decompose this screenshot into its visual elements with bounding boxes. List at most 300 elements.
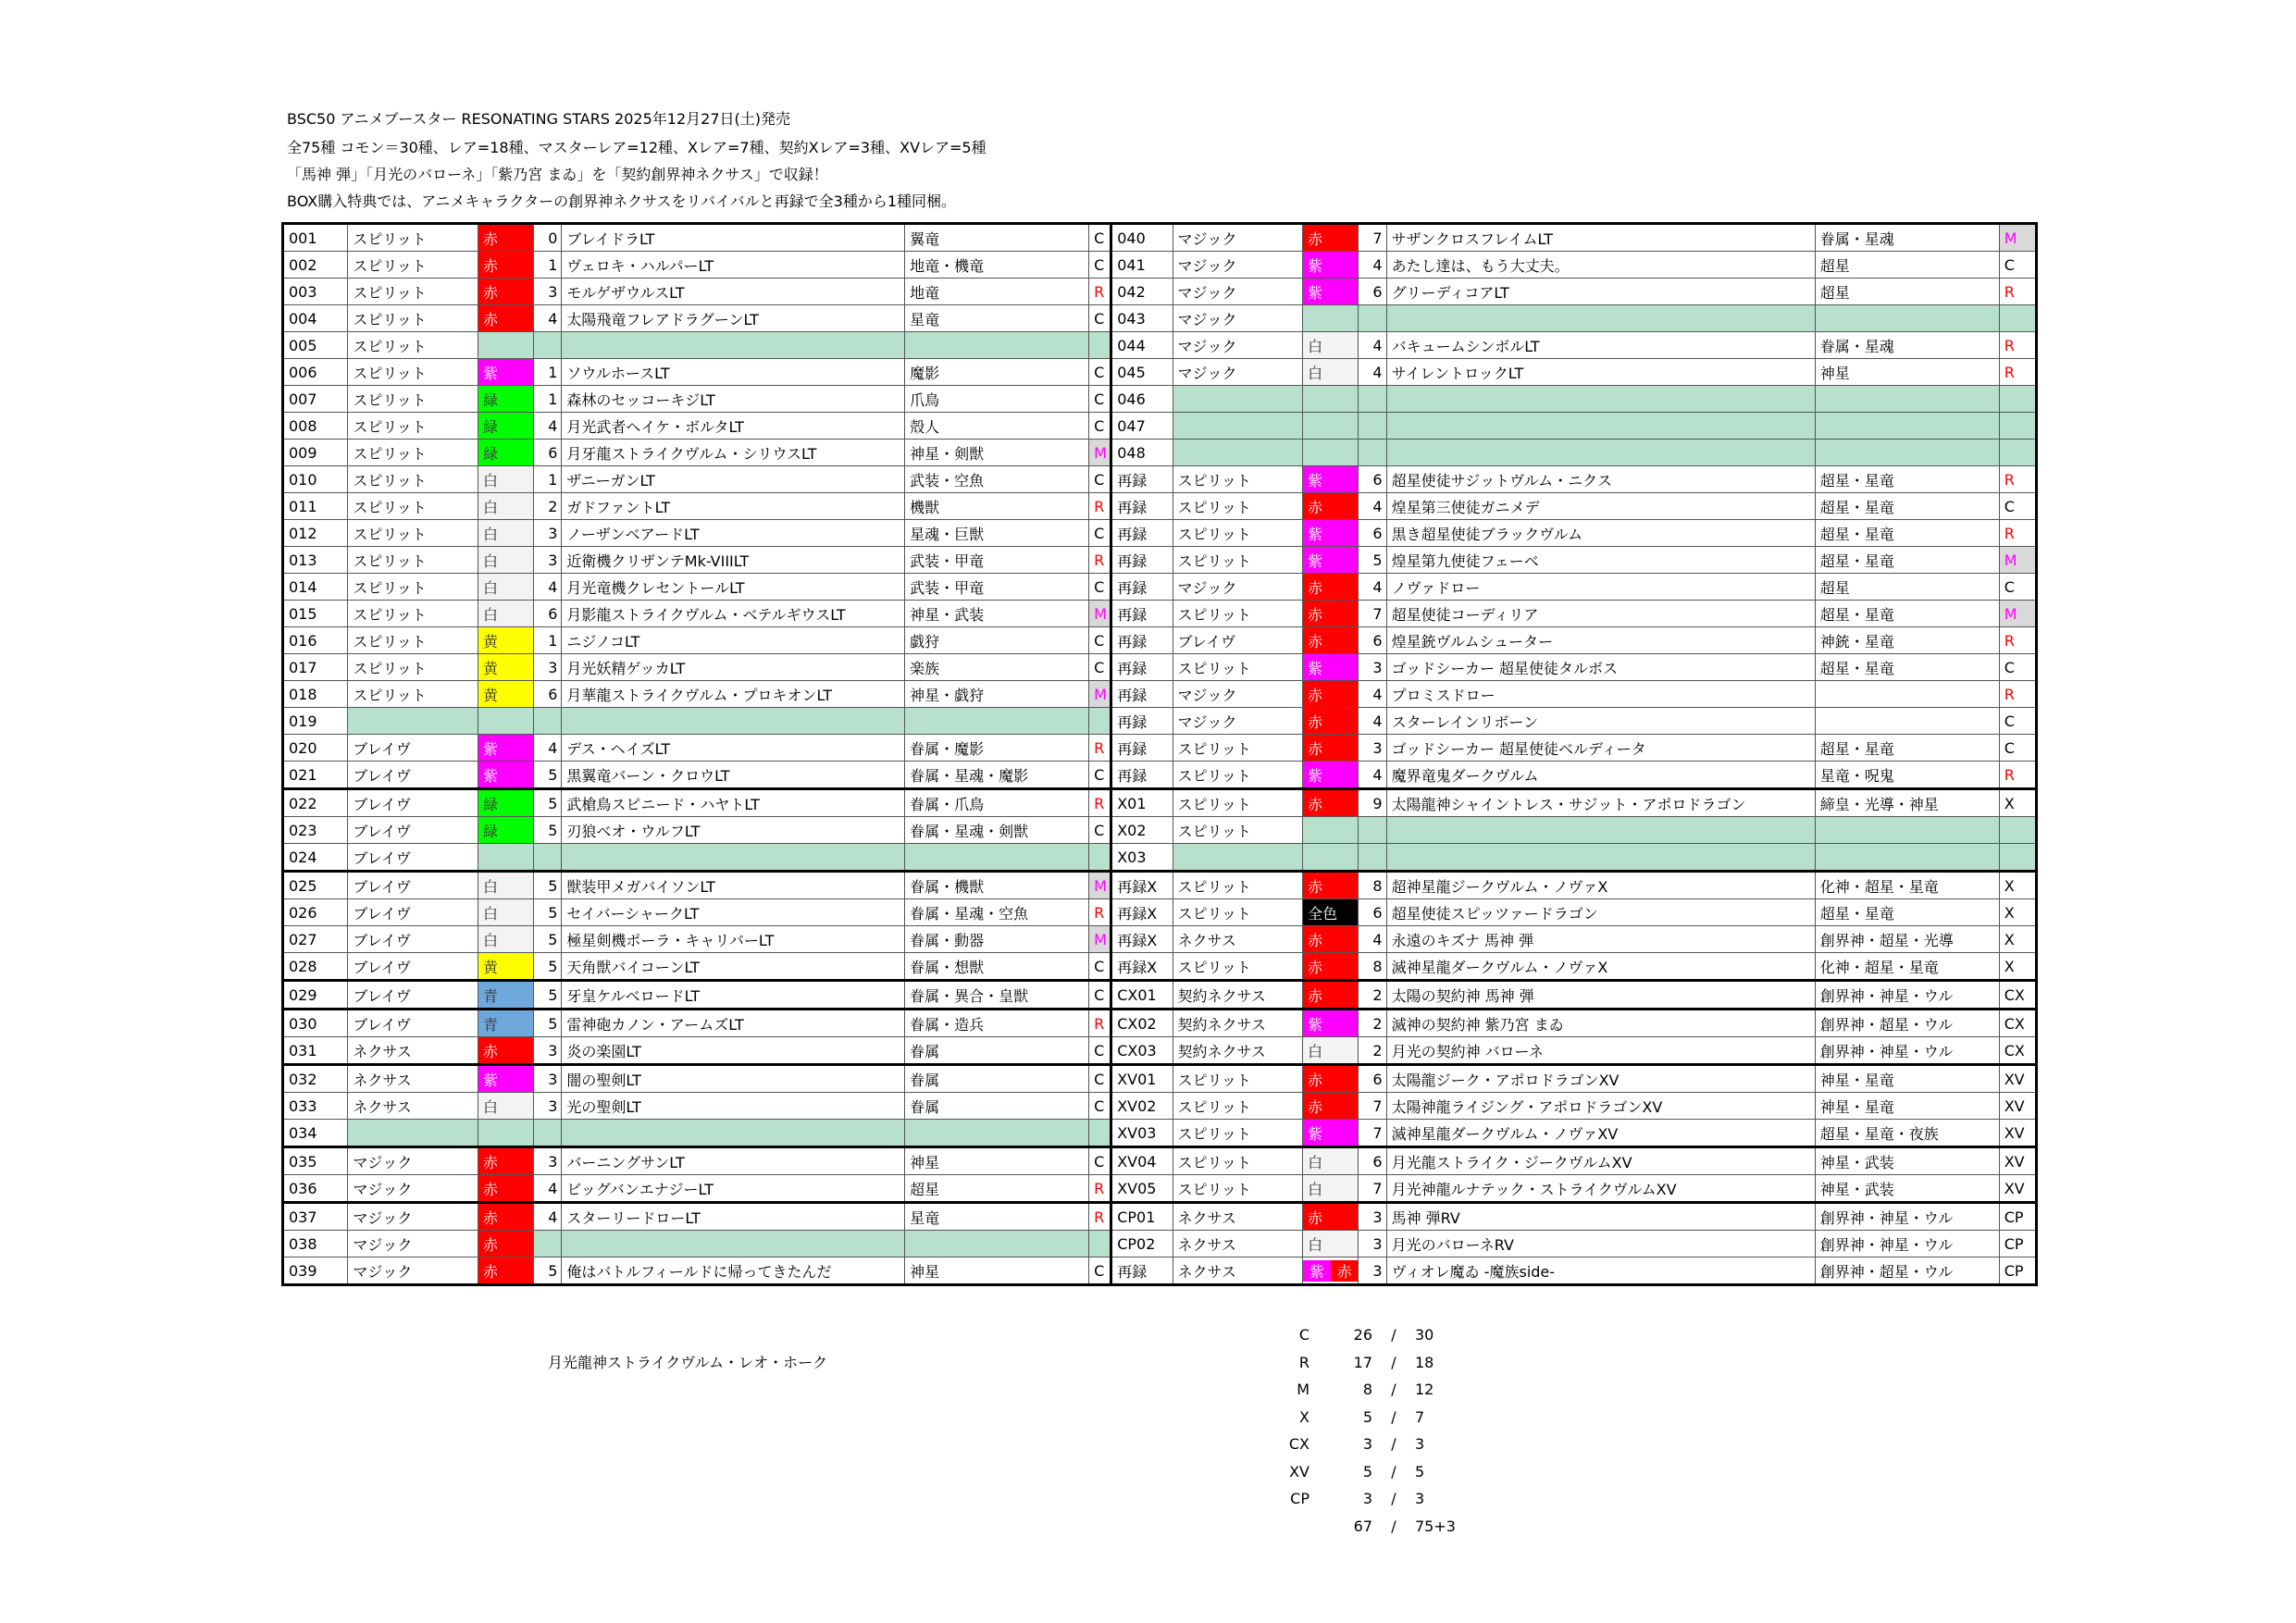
left-card-type: ネクサス — [348, 1065, 478, 1093]
left-card-type: スピリット — [348, 413, 478, 440]
right-card-type: スピリット — [1173, 654, 1303, 681]
right-card-cost: 5 — [1359, 547, 1386, 574]
left-card-family: 神星・戯狩 — [905, 681, 1089, 708]
left-card-name: ヴェロキ・ハルパーLT — [562, 252, 905, 279]
summary-v2: 30 — [1415, 1326, 1434, 1344]
left-card-number: 010 — [283, 466, 348, 493]
right-card-number: 再録X — [1111, 926, 1173, 953]
right-card-number: 046 — [1111, 386, 1173, 413]
left-card-color: 黄 — [478, 681, 533, 708]
right-card-color: 紫 — [1303, 762, 1359, 789]
left-card-number: 004 — [283, 305, 348, 332]
table-row — [283, 547, 2037, 574]
left-card-color: 赤 — [478, 279, 533, 305]
right-card-type: スピリット — [1173, 1120, 1303, 1147]
left-card-family: 眷属・星魂・剣獣 — [905, 817, 1089, 844]
right-card-rarity: R — [1999, 466, 2036, 493]
table-row — [283, 762, 2037, 789]
right-card-cost: 6 — [1359, 1147, 1386, 1175]
right-card-number: CX01 — [1111, 981, 1173, 1010]
right-card-color — [1303, 844, 1359, 872]
left-card-cost: 4 — [534, 1203, 562, 1231]
left-card-rarity — [1089, 1231, 1111, 1258]
left-card-name: 天角獣バイコーンLT — [562, 953, 905, 981]
right-card-number: X01 — [1111, 789, 1173, 817]
summary-v2: 75+3 — [1415, 1517, 1456, 1535]
right-card-cost: 3 — [1359, 735, 1386, 762]
left-card-color: 白 — [478, 872, 533, 899]
left-card-name: 闇の聖剣LT — [562, 1065, 905, 1093]
left-card-color: 白 — [478, 1093, 533, 1120]
left-card-cost: 3 — [534, 520, 562, 547]
summary-v1: 3 — [1362, 1435, 1372, 1454]
left-card-rarity: C — [1089, 1147, 1111, 1175]
right-card-number: XV03 — [1111, 1120, 1173, 1147]
left-card-number: 026 — [283, 899, 348, 926]
right-card-color: 紫 — [1303, 654, 1359, 681]
right-card-color: 全色 — [1303, 899, 1359, 926]
right-card-cost: 7 — [1359, 1120, 1386, 1147]
right-card-color: 紫 — [1303, 547, 1359, 574]
right-card-rarity — [1999, 413, 2036, 440]
left-card-cost: 5 — [534, 762, 562, 789]
right-card-color: 白 — [1303, 359, 1359, 386]
table-row — [283, 493, 2037, 520]
right-card-cost: 2 — [1359, 981, 1386, 1010]
right-card-name: 超神星龍ジークヴルム・ノヴァX — [1386, 872, 1815, 899]
right-card-number: 再録 — [1111, 654, 1173, 681]
right-card-family: 創界神・超星・ウル — [1815, 1258, 1999, 1285]
right-card-cost: 4 — [1359, 252, 1386, 279]
right-card-number: 再録X — [1111, 899, 1173, 926]
right-card-number: CP02 — [1111, 1231, 1173, 1258]
summary-lbl: CX — [1288, 1435, 1309, 1454]
summary-sl: / — [1391, 1353, 1396, 1371]
table-row — [283, 627, 2037, 654]
left-card-rarity: C — [1089, 305, 1111, 332]
left-card-type: スピリット — [348, 681, 478, 708]
left-card-name: ブレイドラLT — [562, 224, 905, 252]
right-card-rarity: R — [1999, 359, 2036, 386]
left-card-family: 戯狩 — [905, 627, 1089, 654]
left-card-rarity — [1089, 332, 1111, 359]
left-card-rarity: M — [1089, 872, 1111, 899]
left-card-cost: 4 — [534, 1175, 562, 1203]
left-card-type: スピリット — [348, 547, 478, 574]
left-card-cost: 3 — [534, 1065, 562, 1093]
left-card-color: 緑 — [478, 413, 533, 440]
left-card-family: 武装・甲竜 — [905, 547, 1089, 574]
summary-v1: 3 — [1362, 1490, 1372, 1508]
left-card-rarity: C — [1089, 654, 1111, 681]
left-card-family: 超星 — [905, 1175, 1089, 1203]
left-card-type: ブレイヴ — [348, 926, 478, 953]
left-card-type: スピリット — [348, 224, 478, 252]
right-card-name: 太陽龍神シャイントレス・サジット・アポロドラゴン — [1386, 789, 1815, 817]
right-card-name: 煌星銃ヴルムシューター — [1386, 627, 1815, 654]
left-card-name: 森林のセッコーキジLT — [562, 386, 905, 413]
left-card-number: 037 — [283, 1203, 348, 1231]
left-card-number: 009 — [283, 440, 348, 466]
left-card-type: ブレイヴ — [348, 762, 478, 789]
right-card-color: 紫 — [1303, 466, 1359, 493]
left-card-type: スピリット — [348, 466, 478, 493]
right-card-family: 超星・星竜 — [1815, 899, 1999, 926]
left-card-color: 黄 — [478, 953, 533, 981]
right-card-family: 神銃・星竜 — [1815, 627, 1999, 654]
right-card-cost — [1359, 386, 1386, 413]
left-card-family: 魔影 — [905, 359, 1089, 386]
right-card-type: ネクサス — [1173, 1258, 1303, 1285]
left-card-name: ガドファントLT — [562, 493, 905, 520]
left-card-type: スピリット — [348, 654, 478, 681]
right-card-rarity: X — [1999, 953, 2036, 981]
left-card-number: 006 — [283, 359, 348, 386]
table-row — [283, 1147, 2037, 1175]
left-card-cost: 4 — [534, 413, 562, 440]
right-card-color: 紫 — [1303, 1120, 1359, 1147]
right-card-cost: 6 — [1359, 466, 1386, 493]
right-card-type: マジック — [1173, 681, 1303, 708]
right-card-name — [1386, 305, 1815, 332]
right-card-name — [1386, 413, 1815, 440]
left-card-name — [562, 1120, 905, 1147]
left-card-family: 楽族 — [905, 654, 1089, 681]
left-card-family: 眷属・造兵 — [905, 1010, 1089, 1037]
right-card-family — [1815, 305, 1999, 332]
left-card-name: 月光武者ヘイケ・ボルタLT — [562, 413, 905, 440]
left-card-family: 武装・空魚 — [905, 466, 1089, 493]
table-row — [283, 359, 2037, 386]
right-card-rarity: R — [1999, 627, 2036, 654]
right-card-color — [1303, 817, 1359, 844]
summary-v1: 26 — [1353, 1326, 1372, 1344]
right-card-type: ネクサス — [1173, 926, 1303, 953]
right-card-family: 神星・武装 — [1815, 1175, 1999, 1203]
right-card-rarity: CX — [1999, 1010, 2036, 1037]
right-card-family: 超星・星竜 — [1815, 493, 1999, 520]
left-card-type: マジック — [348, 1175, 478, 1203]
right-card-name: ゴッドシーカー 超星使徒ベルディータ — [1386, 735, 1815, 762]
left-card-rarity: M — [1089, 681, 1111, 708]
left-card-type: ブレイヴ — [348, 953, 478, 981]
left-card-family: 神星・剣獣 — [905, 440, 1089, 466]
left-card-number: 023 — [283, 817, 348, 844]
left-card-family: 眷属・想獣 — [905, 953, 1089, 981]
left-card-cost: 1 — [534, 252, 562, 279]
left-card-family: 眷属 — [905, 1093, 1089, 1120]
summary-sl: / — [1391, 1407, 1396, 1426]
left-card-rarity: M — [1089, 440, 1111, 466]
left-card-number: 016 — [283, 627, 348, 654]
right-card-type: マジック — [1173, 279, 1303, 305]
left-card-number: 034 — [283, 1120, 348, 1147]
left-card-cost: 3 — [534, 1093, 562, 1120]
right-card-cost: 3 — [1359, 1203, 1386, 1231]
right-card-cost: 4 — [1359, 708, 1386, 735]
right-card-cost: 3 — [1359, 1231, 1386, 1258]
left-card-cost: 4 — [534, 574, 562, 601]
summary-lbl: XV — [1289, 1462, 1309, 1481]
left-card-name: ソウルホースLT — [562, 359, 905, 386]
left-card-family — [905, 708, 1089, 735]
left-card-name: 近衛機クリザンテMk-VIIILT — [562, 547, 905, 574]
left-card-family: 爪鳥 — [905, 386, 1089, 413]
right-card-type: スピリット — [1173, 601, 1303, 627]
left-card-rarity: M — [1089, 601, 1111, 627]
left-card-rarity: C — [1089, 252, 1111, 279]
right-card-rarity — [1999, 844, 2036, 872]
right-card-rarity: XV — [1999, 1175, 2036, 1203]
right-card-name: サイレントロックLT — [1386, 359, 1815, 386]
left-card-family: 眷属 — [905, 1037, 1089, 1065]
table-row — [283, 981, 2037, 1010]
right-card-rarity: C — [1999, 252, 2036, 279]
left-card-color: 赤 — [478, 305, 533, 332]
right-card-name: 煌星第三使徒ガニメデ — [1386, 493, 1815, 520]
right-card-number: XV04 — [1111, 1147, 1173, 1175]
right-card-number: 再録 — [1111, 574, 1173, 601]
right-card-color: 赤 — [1303, 574, 1359, 601]
left-card-number: 008 — [283, 413, 348, 440]
right-card-cost — [1359, 844, 1386, 872]
right-card-cost: 8 — [1359, 953, 1386, 981]
left-card-name: 月牙龍ストライクヴルム・シリウスLT — [562, 440, 905, 466]
left-card-type: スピリット — [348, 305, 478, 332]
right-card-rarity — [1999, 817, 2036, 844]
right-card-family: 超星・星竜 — [1815, 654, 1999, 681]
right-card-family — [1815, 386, 1999, 413]
summary-row — [1272, 1404, 1471, 1431]
right-card-cost — [1359, 817, 1386, 844]
right-card-type: スピリット — [1173, 1065, 1303, 1093]
right-card-color: 赤 — [1303, 224, 1359, 252]
right-card-family: 神星・武装 — [1815, 1147, 1999, 1175]
left-card-family: 神星 — [905, 1147, 1089, 1175]
left-card-rarity: R — [1089, 899, 1111, 926]
header-line-2: 全75種 コモン＝30種、レア=18種、マスターレア=12種、Xレア=7種、契約Xレア=3種、XVレア=5種 — [287, 139, 987, 156]
left-card-name: 月華龍ストライクヴルム・プロキオンLT — [562, 681, 905, 708]
right-card-name: 魔界竜鬼ダークヴルム — [1386, 762, 1815, 789]
right-card-name: プロミスドロー — [1386, 681, 1815, 708]
right-card-type: マジック — [1173, 224, 1303, 252]
left-card-type: マジック — [348, 1203, 478, 1231]
left-card-cost: 6 — [534, 681, 562, 708]
left-card-color: 白 — [478, 601, 533, 627]
right-card-color: 赤 — [1303, 953, 1359, 981]
table-row — [283, 332, 2037, 359]
left-card-type: スピリット — [348, 627, 478, 654]
table-row — [283, 654, 2037, 681]
left-card-cost: 3 — [534, 279, 562, 305]
left-card-number: 012 — [283, 520, 348, 547]
left-card-cost: 1 — [534, 627, 562, 654]
left-card-type: スピリット — [348, 440, 478, 466]
right-card-name: 超星使徒サジットヴルム・ニクス — [1386, 466, 1815, 493]
left-card-name: セイバーシャークLT — [562, 899, 905, 926]
table-row — [283, 953, 2037, 981]
left-card-color: 紫 — [478, 762, 533, 789]
header-line-1: BSC50 アニメブースター RESONATING STARS 2025年12月27日(土)発売 — [287, 110, 790, 128]
right-card-name: 超星使徒コーディリア — [1386, 601, 1815, 627]
right-card-number: 042 — [1111, 279, 1173, 305]
left-card-family: 星竜 — [905, 1203, 1089, 1231]
left-card-number: 013 — [283, 547, 348, 574]
right-card-color: 白 — [1303, 1175, 1359, 1203]
right-card-rarity: CP — [1999, 1231, 2036, 1258]
right-card-number: 041 — [1111, 252, 1173, 279]
right-card-family: 創界神・超星・光導 — [1815, 926, 1999, 953]
left-card-number: 003 — [283, 279, 348, 305]
left-card-color: 紫 — [478, 1065, 533, 1093]
left-card-name: ノーザンベアードLT — [562, 520, 905, 547]
left-card-color — [478, 1120, 533, 1147]
summary-v2: 12 — [1415, 1381, 1434, 1399]
right-card-rarity: X — [1999, 899, 2036, 926]
left-card-type: ネクサス — [348, 1093, 478, 1120]
right-card-type: マジック — [1173, 574, 1303, 601]
right-card-rarity: R — [1999, 279, 2036, 305]
right-card-name: 永遠のキズナ 馬神 弾 — [1386, 926, 1815, 953]
right-card-family: 創界神・神星・ウル — [1815, 1037, 1999, 1065]
left-card-rarity: C — [1089, 386, 1111, 413]
left-card-cost: 4 — [534, 305, 562, 332]
left-card-cost: 1 — [534, 386, 562, 413]
left-card-color: 白 — [478, 547, 533, 574]
right-card-color: 赤 — [1303, 981, 1359, 1010]
right-card-rarity: X — [1999, 926, 2036, 953]
right-card-type: ブレイヴ — [1173, 627, 1303, 654]
summary-row — [1272, 1431, 1471, 1458]
right-card-family: 創界神・神星・ウル — [1815, 981, 1999, 1010]
right-card-cost: 6 — [1359, 899, 1386, 926]
left-card-rarity: R — [1089, 735, 1111, 762]
left-card-type: スピリット — [348, 520, 478, 547]
left-card-cost: 3 — [534, 547, 562, 574]
right-card-name: バキュームシンボルLT — [1386, 332, 1815, 359]
table-row — [283, 520, 2037, 547]
summary-lbl: C — [1298, 1326, 1309, 1344]
left-card-color: 赤 — [478, 1147, 533, 1175]
left-card-family — [905, 332, 1089, 359]
left-card-color: 白 — [478, 926, 533, 953]
table-row — [283, 1258, 2037, 1285]
left-card-name — [562, 1231, 905, 1258]
right-card-type — [1173, 440, 1303, 466]
table-row — [283, 224, 2037, 252]
left-card-type: ブレイヴ — [348, 817, 478, 844]
right-card-number: CP01 — [1111, 1203, 1173, 1231]
right-card-type: マジック — [1173, 708, 1303, 735]
right-card-family: 超星 — [1815, 252, 1999, 279]
left-card-type: ブレイヴ — [348, 899, 478, 926]
left-card-cost: 5 — [534, 981, 562, 1010]
right-card-rarity: R — [1999, 681, 2036, 708]
left-card-number: 007 — [283, 386, 348, 413]
table-row — [283, 844, 2037, 872]
right-card-number: 再録 — [1111, 708, 1173, 735]
left-card-rarity: M — [1089, 926, 1111, 953]
left-card-color: 赤 — [478, 1203, 533, 1231]
right-card-name: 煌星第九使徒フェーベ — [1386, 547, 1815, 574]
table-row — [283, 440, 2037, 466]
left-card-type: スピリット — [348, 252, 478, 279]
left-card-color: 黄 — [478, 654, 533, 681]
right-card-number: X03 — [1111, 844, 1173, 872]
left-card-family — [905, 1231, 1089, 1258]
left-card-rarity: C — [1089, 1093, 1111, 1120]
header-line-3: 「馬神 弾」「月光のバローネ」「紫乃宮 まゐ」を「契約創界神ネクサス」で収録！ — [287, 166, 828, 183]
table-row — [283, 466, 2037, 493]
right-card-rarity: R — [1999, 520, 2036, 547]
summary-row — [1272, 1349, 1471, 1377]
right-card-type: スピリット — [1173, 762, 1303, 789]
left-card-color: 緑 — [478, 386, 533, 413]
right-card-rarity: C — [1999, 708, 2036, 735]
left-card-number: 032 — [283, 1065, 348, 1093]
right-card-color: 白 — [1303, 1037, 1359, 1065]
left-card-cost — [534, 844, 562, 872]
table-row — [283, 1010, 2037, 1037]
right-card-family: 超星・星竜・夜族 — [1815, 1120, 1999, 1147]
left-card-type: マジック — [348, 1258, 478, 1285]
left-card-rarity: R — [1089, 1175, 1111, 1203]
right-card-family: 超星・星竜 — [1815, 547, 1999, 574]
table-row — [283, 386, 2037, 413]
table-row — [283, 574, 2037, 601]
left-card-type: スピリット — [348, 601, 478, 627]
right-card-name: あたし達は、もう大丈夫。 — [1386, 252, 1815, 279]
left-card-family: 翼竜 — [905, 224, 1089, 252]
right-card-rarity: CP — [1999, 1258, 2036, 1285]
table-row — [283, 1093, 2037, 1120]
left-card-rarity: C — [1089, 981, 1111, 1010]
right-card-rarity: R — [1999, 762, 2036, 789]
table-row — [283, 817, 2037, 844]
left-card-cost: 3 — [534, 1037, 562, 1065]
right-card-color — [1303, 413, 1359, 440]
left-card-type — [348, 1120, 478, 1147]
right-card-rarity — [1999, 305, 2036, 332]
left-card-type: ブレイヴ — [348, 1010, 478, 1037]
right-card-number: 再録 — [1111, 466, 1173, 493]
right-card-number: 再録X — [1111, 953, 1173, 981]
left-card-rarity: R — [1089, 1203, 1111, 1231]
left-card-family: 星魂・巨獣 — [905, 520, 1089, 547]
summary-row — [1272, 1376, 1471, 1404]
right-card-number: 048 — [1111, 440, 1173, 466]
right-card-color: 赤 — [1303, 493, 1359, 520]
right-card-number: 再録 — [1111, 493, 1173, 520]
right-card-type — [1173, 386, 1303, 413]
right-card-cost: 4 — [1359, 493, 1386, 520]
right-card-type: マジック — [1173, 332, 1303, 359]
left-card-rarity: C — [1089, 1037, 1111, 1065]
right-card-color: 赤 — [1303, 1065, 1359, 1093]
right-card-cost: 7 — [1359, 224, 1386, 252]
right-card-cost: 6 — [1359, 520, 1386, 547]
right-card-family: 超星・星竜 — [1815, 520, 1999, 547]
right-card-type: スピリット — [1173, 466, 1303, 493]
right-card-color: 赤 — [1303, 926, 1359, 953]
left-card-number: 020 — [283, 735, 348, 762]
left-card-number: 030 — [283, 1010, 348, 1037]
left-card-color: 赤 — [478, 224, 533, 252]
left-card-number: 024 — [283, 844, 348, 872]
right-card-number: 040 — [1111, 224, 1173, 252]
right-card-rarity: CX — [1999, 981, 2036, 1010]
right-card-color: 白 — [1303, 332, 1359, 359]
